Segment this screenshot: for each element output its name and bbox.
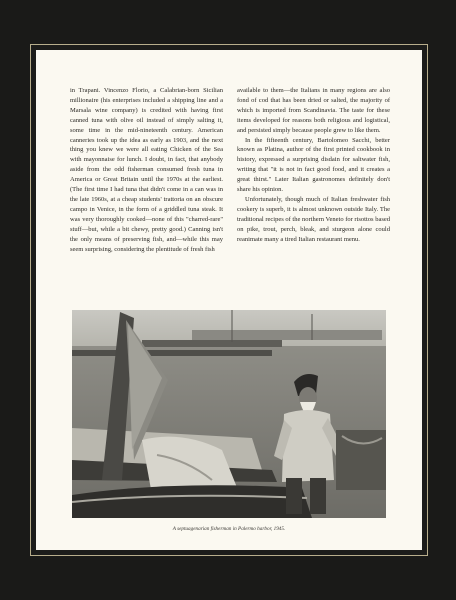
harbor-photograph <box>72 310 386 518</box>
book-page <box>36 50 422 550</box>
right-column <box>237 86 390 342</box>
text-columns <box>70 86 390 342</box>
right-paragraph-3: Unfortunately, though much of Italian freshwater fish cookery is superb, it is almost unknown outside Italy. The traditional recipes of the northern Veneto for risottos based on pike, trout, perch, bleak, and sturgeon alone could reanimate many a tired Italian restaurant menu. <box>237 195 390 243</box>
fisherman-photo-illustration <box>72 310 386 518</box>
right-paragraph-2: In the fifteenth century, Bartolomeo Sacchi, better known as Platina, author of the first printed cookbook in history, expressed a surprising disdain for saltwater fish, writing that "it is not in fact good food, and it creates a great thirst." Later Italian gastronomes definitely don't share his opinion. <box>237 136 390 194</box>
left-column <box>70 86 223 342</box>
photo-caption: A septuagenarian fisherman in Palermo harbor, 1945. <box>172 526 286 532</box>
left-paragraph-1: in Trapani. Vincenzo Florio, a Calabrian-born Sicilian millionaire (his enterprises included a shipping line and a Marsala wine company) is credited with having first canned tuna with olive oil instead of simply salting it, some time in the mid-nineteenth century. American canneries took up the idea as early as 1903, and the next thing you knew we were all eating Chicken of the Sea with mayonnaise for lunch. I doubt, in fact, that anybody aside from the odd fisherman consumed fresh tuna in America or Great Britain until the 1970s at the earliest. (The first time I had tuna that didn't come in a can was in the late 1960s, at a cheap students' trattoria on an obscure campo in Venice, in the form of a griddled tuna steak. It was very thoroughly cooked—none of this "charred-rare" stuff—but, while a bit chewy, pretty good.) Canning isn't the only means of preserving fish, and—while this may seem surprising, considering the plentitude of fresh fish <box>70 87 223 253</box>
right-paragraph-1: available to them—the Italians in many regions are also fond of cod that has been dried or salted, the majority of which is imported from Scandinavia. The taste for these items developed for reasons both religious and logistical, and persisted simply because people grew to like them. <box>237 87 390 134</box>
